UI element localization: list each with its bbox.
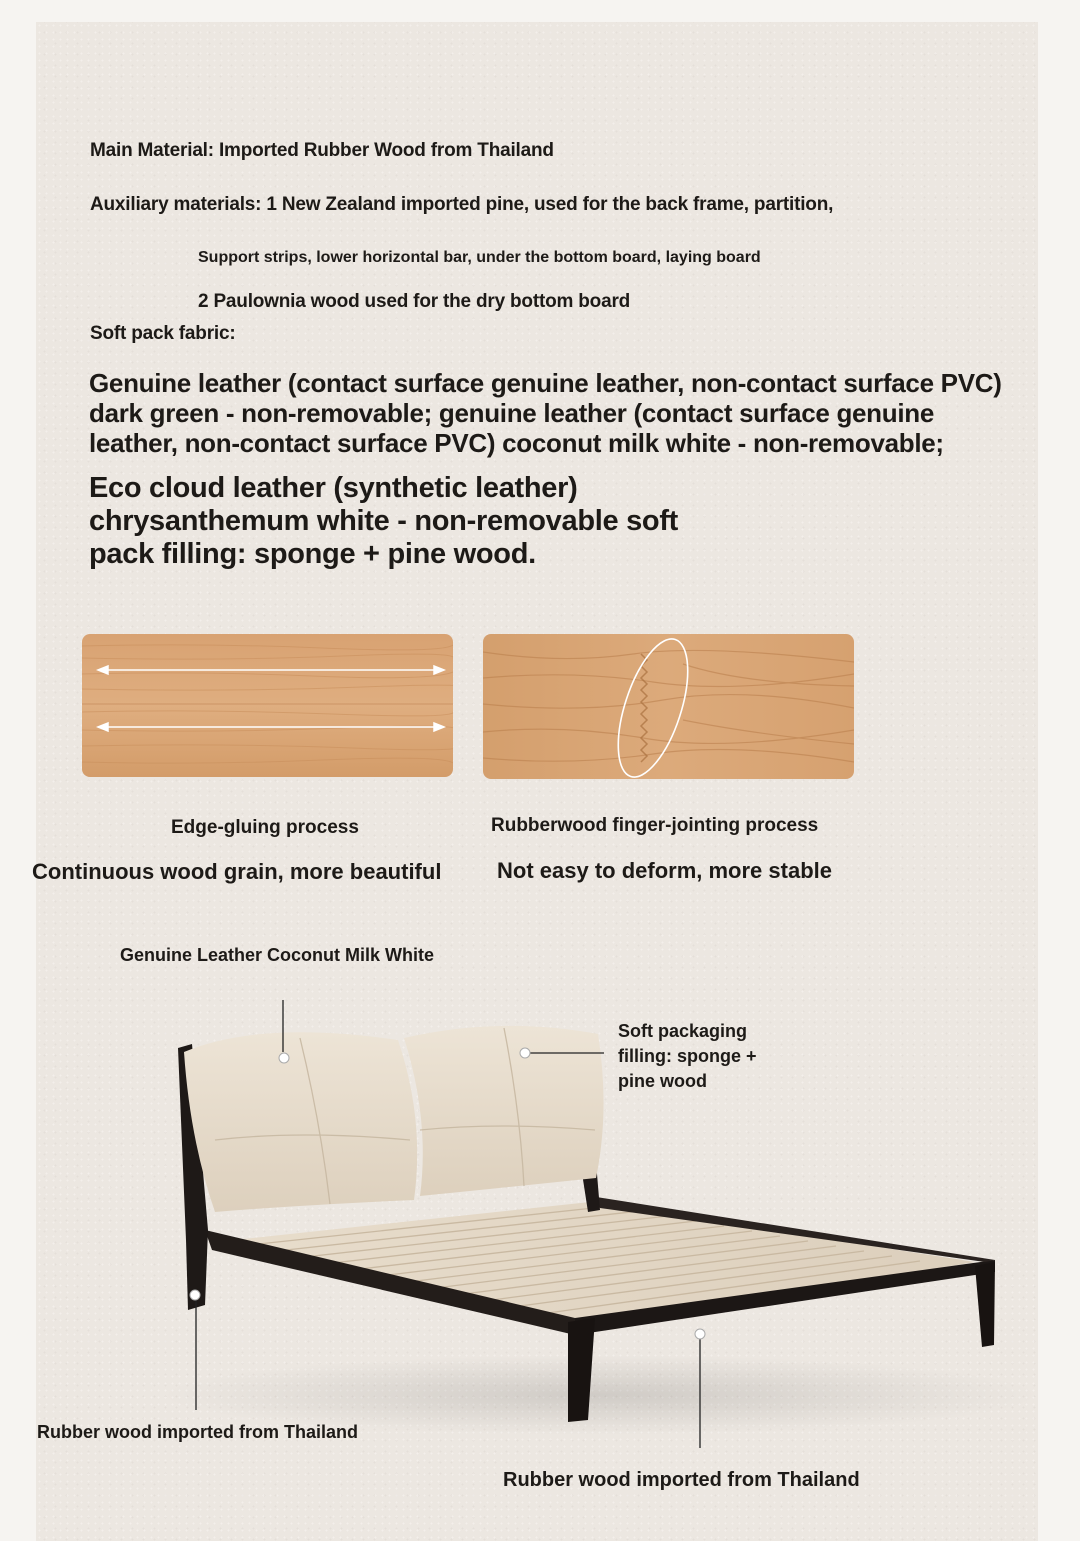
filling-label: Soft packaging filling: sponge + pine wood bbox=[618, 1021, 757, 1091]
frame-label: Rubber wood imported from Thailand bbox=[503, 1469, 860, 1491]
soft-pack-label: Soft pack fabric: bbox=[90, 323, 236, 344]
edge-gluing-wood-image bbox=[82, 634, 453, 777]
eco-leather-text: Eco cloud leather (synthetic leather) chrysanthemum white - non-removable soft pack filling: sponge + pine wood. bbox=[89, 472, 679, 570]
finger-jointing-title: Rubberwood finger-jointing process bbox=[491, 815, 819, 836]
headboard-label: Genuine Leather Coconut Milk White bbox=[120, 945, 435, 965]
auxiliary-materials-text: Auxiliary materials: 1 New Zealand imported pine, used for the back frame, partition, bbox=[90, 194, 834, 215]
support-strips-text: Support strips, lower horizontal bar, under the bottom board, laying board bbox=[198, 249, 761, 266]
bed-illustration bbox=[0, 1000, 1080, 1460]
left-leg-label: Rubber wood imported from Thailand bbox=[37, 1422, 358, 1442]
finger-jointing-wood-image bbox=[483, 634, 854, 779]
genuine-leather-text: Genuine leather (contact surface genuine leather, non-contact surface PVC) dark green - non-removable; genuine leather (contact surface genuine leather, non-contact surface PVC) coconut milk white - non-removable; bbox=[89, 368, 1002, 458]
main-material-text: Main Material: Imported Rubber Wood from Thailand bbox=[90, 140, 554, 161]
finger-jointing-desc: Not easy to deform, more stable bbox=[497, 858, 832, 883]
edge-gluing-desc: Continuous wood grain, more beautiful bbox=[32, 859, 442, 884]
edge-gluing-title: Edge-gluing process bbox=[171, 817, 359, 838]
paulownia-text: 2 Paulownia wood used for the dry bottom board bbox=[198, 291, 631, 312]
